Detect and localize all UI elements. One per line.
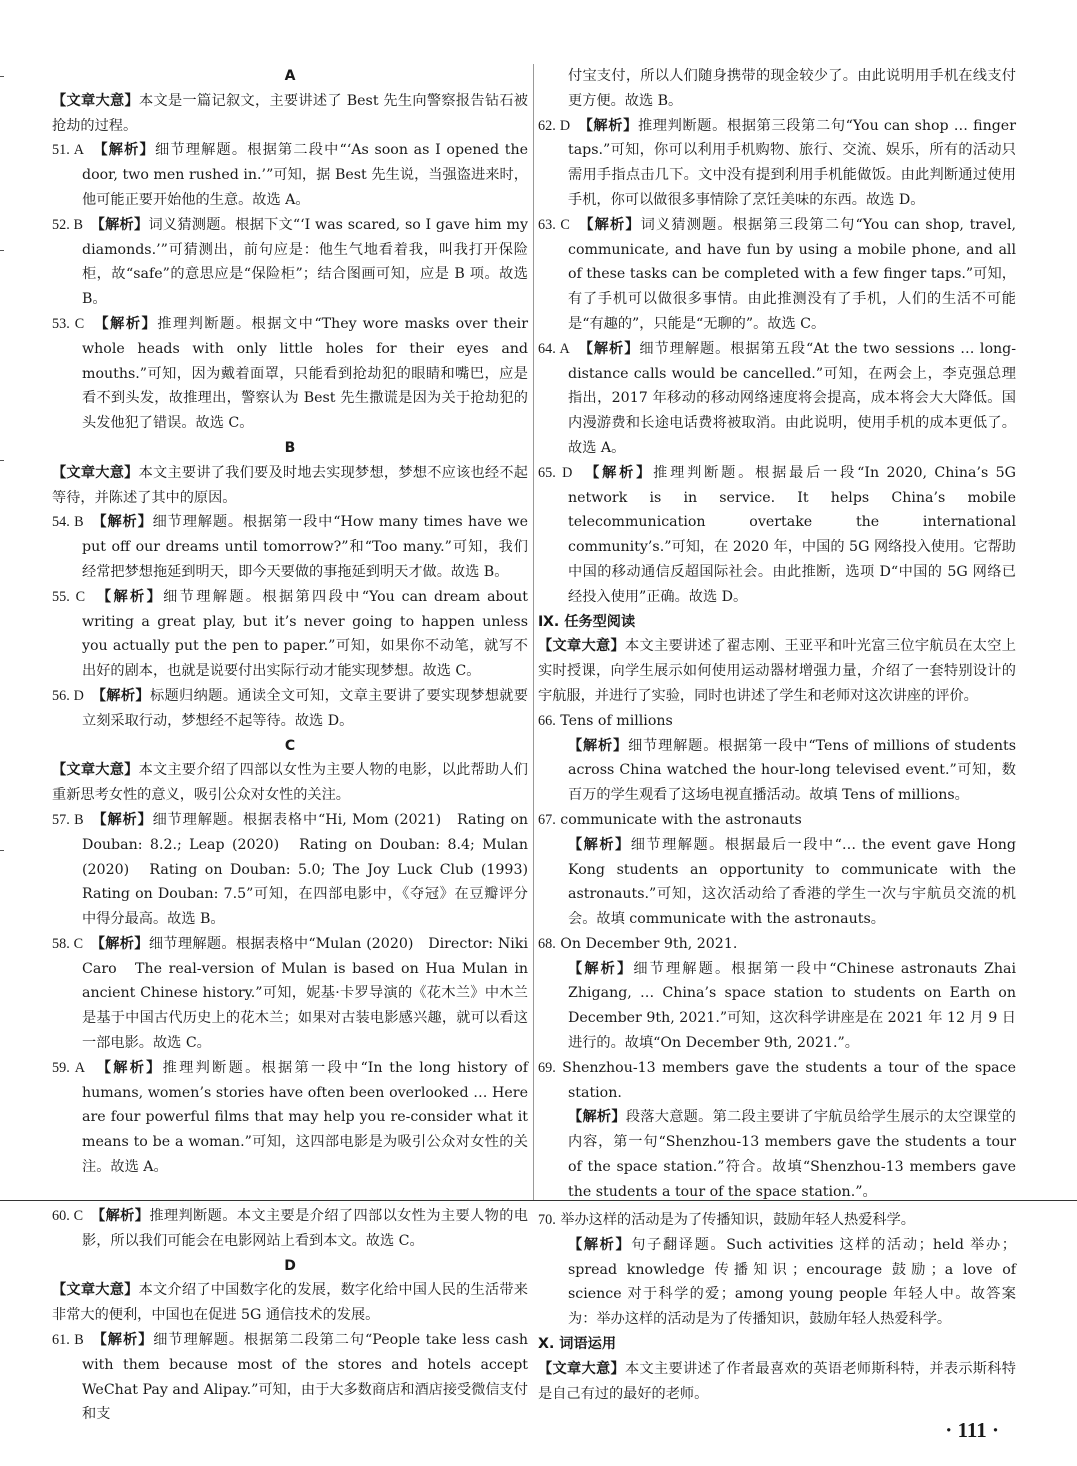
item-number: 56. D xyxy=(52,687,84,704)
item-text: 词义猜测题。根据下文“‘I was scared, so I gave him my diamonds.’”可猜测出，前句应是：他生气地看着我，叫我打开保险柜，故“safe”的意思应是“保险柜”；结合图画可知，应是 B 项。故选 B。 xyxy=(82,216,529,308)
answer-explanation xyxy=(538,957,1016,1056)
answer-item xyxy=(538,337,1016,461)
item-text: 推理判断题。根据文中“They wore masks over their whole heads with only little holes for their eyes and mouths.”可知，因为戴着面罩，只能看到抢劫犯的眼睛和嘴巴，应是看不到头发，故推理出，警察认为 Best 先生撒谎是因为关于抢劫犯的头发他犯了错误。故选 C。 xyxy=(82,315,528,432)
item-61-continued: 付宝支付，所以人们随身携带的现金较少了。由此说明用手机在线支付更方便。故选 B。 xyxy=(568,68,1016,109)
left-edge-mark xyxy=(0,460,4,461)
answer-item xyxy=(538,1056,1016,1106)
analysis-tag: 【解析】 xyxy=(100,142,155,159)
item-number: 67. xyxy=(538,811,556,828)
analysis-tag: 【解析】 xyxy=(585,340,640,357)
item-text: 推理判断题。根据最后一段“In 2020, China’s 5G network is in service. It helps China’s mobile telecommunication overtake the international community’s.”可知，在 2020 年，中国的 5G 网络投入使用。它帮助中国的移动通信反超国际社会。由此推断，选项 D“中国的 5G 网络已经投入使用”正确。故选 D。 xyxy=(568,464,1016,605)
summary-text: 本文主要讲述了作者最喜欢的英语老师斯科特，并表示斯科特是自己有过的最好的老师。 xyxy=(538,1360,1016,1402)
item-number: 62. D xyxy=(538,117,571,134)
item-text: 推理判断题。根据第三段第二句“You can shop … finger taps.”可知，你可以利用手机购物、旅行、交流、娱乐，所有的活动只需用手指点击几下。文中没有提到利用手机能做饭。由此判断通过使用手机，你可以做很多事情除了烹饪美味的东西。故选 D。 xyxy=(568,117,1016,208)
article-summary-c xyxy=(52,758,528,808)
item-text: 细节理解题。根据第四段中“You can dream about writing a great play, but it’s never going to happen unless you actually put the pen to paper.”可知，如果你不动笔，就写不出好的剧本，也就是说要付出实际行动才能实现梦想。故选 C。 xyxy=(82,588,528,680)
analysis-tag: 【解析】 xyxy=(97,216,149,233)
right-column xyxy=(538,64,1016,1205)
article-summary-ix xyxy=(538,634,1016,708)
item-text: 细节理解题。根据最后一段中“… the event gave Hong Kong students an opportunity to communicate with the astronauts.”可知，这次活动给了香港的学生一次与宇航员交流的机会。故填 communicate with the astronauts。 xyxy=(568,836,1016,928)
analysis-tag: 【解析】 xyxy=(568,1236,632,1253)
item-text: 细节理解题。根据表格中“Hi, Mom (2021) Rating on Douban: 8.2.; Leap (2020) Rating on Douban: 8.4; Mulan (2020) Rating on Douban: 5.0; The Joy Luck Club (1993) Rating on Douban: 7.5”可知，在四部电影中，《夺冠》在豆瓣评分中得分最高。故选 B。 xyxy=(82,811,543,928)
answer-item xyxy=(52,138,528,212)
item-number: 54. B xyxy=(52,514,84,531)
answer-item xyxy=(52,684,528,734)
analysis-tag: 【解析】 xyxy=(586,216,641,233)
analysis-tag: 【解析】 xyxy=(568,737,629,754)
right-column-lower xyxy=(538,1208,1016,1406)
item-answer: Tens of millions xyxy=(560,712,673,729)
answer-item xyxy=(52,213,528,312)
section-heading-c: C xyxy=(284,737,296,754)
analysis-tag: 【解析】 xyxy=(99,514,153,531)
analysis-tag: 【解析】 xyxy=(585,117,638,134)
left-column xyxy=(52,64,543,1180)
answer-item xyxy=(52,932,528,1056)
answer-item xyxy=(52,585,528,684)
item-number: 63. C xyxy=(538,216,570,233)
summary-text: 本文主要介绍了四部以女性为主要人物的电影，以此帮助人们重新思考女性的意义，吸引公众对女性的关注。 xyxy=(52,762,528,804)
item-text: 段落大意题。第二段主要讲了宇航员给学生展示的太空课堂的内容，第一句“Shenzhou-13 members gave the students a tour of the space station.”符合。故填“Shenzhou-13 members gave the students a tour of the space station.”。 xyxy=(568,1109,1016,1200)
answer-explanation xyxy=(538,1233,1016,1332)
analysis-tag: 【解析】 xyxy=(104,588,164,605)
item-text: 推理判断题。根据第一段中“In the long history of humans, women’s stories have often been overlooked … Here are four powerful films that may help you re-consider what it means to be a woman.”可知，这四部电影是为吸引公众对女性的关注。故选 A。 xyxy=(82,1059,528,1176)
answer-item xyxy=(52,1056,528,1180)
answer-item xyxy=(538,1208,1016,1233)
answer-item xyxy=(52,1204,528,1254)
answer-explanation xyxy=(538,734,1016,808)
summary-tag: 【文章大意】 xyxy=(52,762,139,779)
item-answer: 举办这样的活动是为了传播知识，鼓励年轻人热爱科学。 xyxy=(560,1212,915,1228)
analysis-tag: 【解析】 xyxy=(98,687,150,704)
article-summary-a xyxy=(52,89,528,139)
analysis-tag: 【解析】 xyxy=(103,1059,163,1076)
item-number: 52. B xyxy=(52,216,84,233)
item-text: 细节理解题。根据第一段中“Tens of millions of students across China watched the hour-long televised event.”可知，数百万的学生观看了这场电视直播活动。故填 Tens of millions。 xyxy=(568,737,1016,804)
item-number: 70. xyxy=(538,1212,556,1228)
item-text: 细节理解题。根据第二段第二句“People take less cash with them because most of the stores and hotels accept WeChat Pay and Alipay.”可知，由于大多数商店和酒店接受微信支付和支 xyxy=(82,1331,528,1423)
page-number: · 111 · xyxy=(945,1418,999,1442)
item-number: 61. B xyxy=(52,1331,84,1348)
section-heading-x: Ⅹ. 词语运用 xyxy=(538,1335,617,1352)
item-answer: communicate with the astronauts xyxy=(560,811,802,828)
article-summary-x xyxy=(538,1357,1016,1407)
section-heading-a: A xyxy=(284,68,296,84)
left-edge-mark xyxy=(0,250,4,251)
item-number: 58. C xyxy=(52,935,84,952)
answer-item xyxy=(52,510,528,584)
item-number: 69. xyxy=(538,1059,556,1076)
analysis-tag: 【解析】 xyxy=(568,960,634,977)
item-number: 68. xyxy=(538,935,556,952)
answer-item xyxy=(538,461,1016,610)
item-text: 细节理解题。根据第一段中“How many times have we put off our dreams until tomorrow?”和“Too many.”可知，我们经常把梦想拖延到明天，即今天要做的事拖延到明天才做。故选 B。 xyxy=(82,514,528,580)
analysis-tag: 【解析】 xyxy=(99,811,153,828)
analysis-tag: 【解析】 xyxy=(98,1208,150,1224)
answer-item xyxy=(538,114,1016,213)
analysis-tag: 【解析】 xyxy=(101,315,158,332)
left-edge-mark xyxy=(0,850,4,851)
left-edge-mark xyxy=(0,76,4,77)
summary-text: 本文主要讲了我们要及时地去实现梦想，梦想不应该也经不起等待，并陈述了其中的原因。 xyxy=(52,464,528,506)
answer-item xyxy=(52,808,543,932)
answer-item xyxy=(538,808,1016,833)
item-text: 细节理解题。根据表格中“Mulan (2020) Director: Niki Caro The real-version of Mulan is based on Hua Mulan in ancient Chinese history.”可知，妮基·卡罗导演的《花木兰》中木兰是基于中国古代历史上的花木兰；如果对古装电影感兴趣，就可以看这一部电影。故选 C。 xyxy=(82,935,528,1052)
item-number: 59. A xyxy=(52,1059,86,1076)
summary-tag: 【文章大意】 xyxy=(52,1282,139,1299)
analysis-tag: 【解析】 xyxy=(99,1331,154,1348)
analysis-tag: 【解析】 xyxy=(592,464,654,481)
item-text: 细节理解题。根据第二段中“‘As soon as I opened the door, two men rushed in.’”可知，据 Best 先生说，当强盗进来时，他可能正要开始他的生意。故选 A。 xyxy=(82,142,528,208)
item-number: 65. D xyxy=(538,464,573,481)
item-number: 55. C xyxy=(52,588,86,605)
item-number: 51. A xyxy=(52,142,84,159)
section-heading-ix: Ⅸ. 任务型阅读 xyxy=(538,613,636,630)
item-number: 53. C xyxy=(52,315,85,332)
analysis-tag: 【解析】 xyxy=(97,935,149,952)
item-number: 57. B xyxy=(52,811,84,828)
summary-text: 本文主要讲述了翟志刚、王亚平和叶光富三位宇航员在太空上实时授课，向学生展示如何使用运动器材增强力量，介绍了一套特别设计的宇航服，并进行了实验，同时也讲述了学生和老师对这次讲座的评价。 xyxy=(538,638,1016,704)
article-summary-b xyxy=(52,461,528,511)
summary-tag: 【文章大意】 xyxy=(538,638,625,655)
analysis-tag: 【解析】 xyxy=(568,836,631,853)
item-text: 词义猜测题。根据第三段第二句“You can shop, travel, communicate, and have fun by using a mobile phone, and all of these tasks can be completed with a few finger taps.”可知，有了手机可以做很多事情。由此推测没有了手机，人们的生活不可能是“有趣的”，只能是“无聊的”。故选 C。 xyxy=(568,216,1016,332)
item-number: 60. C xyxy=(52,1208,84,1224)
item-text: 句子翻译题。Such activities 这样的活动；held 举办；spread knowledge 传播知识；encourage 鼓励；a love of science 对于科学的爱；among young people 年轻人中。故答案为：举办这样的活动是为了传播知识，鼓励年轻人热爱科学。 xyxy=(568,1236,1016,1328)
answer-item xyxy=(538,709,1016,734)
left-column-lower xyxy=(52,1204,528,1427)
item-text: 细节理解题。根据第五段“At the two sessions … long-distance calls would be cancelled.”可知，在两会上，李克强总理指出，2017 年移动的移动网络速度将会提高，成本将会大大降低。国内漫游费和长途电话费将被取消。由此说明，使用手机的成本更低了。故选 A。 xyxy=(568,340,1016,456)
item-text: 细节理解题。根据第一段中“Chinese astronauts Zhai Zhigang, … China’s space station to students on Earth on December 9th, 2021.”可知，这次科学讲座是在 2021 年 12 月 9 日进行的。故填“On December 9th, 2021.”。 xyxy=(568,960,1016,1052)
item-text: 推理判断题。本文主要是介绍了四部以女性为主要人物的电影，所以我们可能会在电影网站上看到本文。故选 C。 xyxy=(82,1208,528,1249)
summary-text: 本文是一篇记叙文，主要讲述了 Best 先生向警察报告钻石被抢劫的过程。 xyxy=(52,92,528,134)
summary-tag: 【文章大意】 xyxy=(538,1360,625,1377)
section-heading-d: D xyxy=(284,1257,296,1274)
answer-item xyxy=(538,213,1016,337)
summary-tag: 【文章大意】 xyxy=(52,92,139,109)
item-number: 64. A xyxy=(538,340,570,357)
answer-explanation xyxy=(538,1105,1016,1204)
item-answer: Shenzhou-13 members gave the students a tour of the space station. xyxy=(562,1059,1016,1101)
answer-item xyxy=(52,312,528,436)
article-summary-d xyxy=(52,1278,528,1328)
item-number: 66. xyxy=(538,712,556,729)
answer-item xyxy=(538,932,1016,957)
summary-text: 本文介绍了中国数字化的发展，数字化给中国人民的生活带来非常大的便利，中国也在促进 5G 通信技术的发展。 xyxy=(52,1282,528,1324)
answer-explanation xyxy=(538,833,1016,932)
item-answer: On December 9th, 2021. xyxy=(560,935,738,952)
analysis-tag: 【解析】 xyxy=(568,1109,626,1126)
summary-tag: 【文章大意】 xyxy=(52,464,139,481)
item-text: 标题归纳题。通读全文可知，文章主要讲了要实现梦想就要立刻采取行动，梦想经不起等待。故选 D。 xyxy=(82,687,528,729)
column-divider xyxy=(533,64,534,1200)
section-heading-b: B xyxy=(284,439,296,456)
horizontal-divider xyxy=(0,1200,1077,1201)
answer-item xyxy=(52,1328,528,1427)
